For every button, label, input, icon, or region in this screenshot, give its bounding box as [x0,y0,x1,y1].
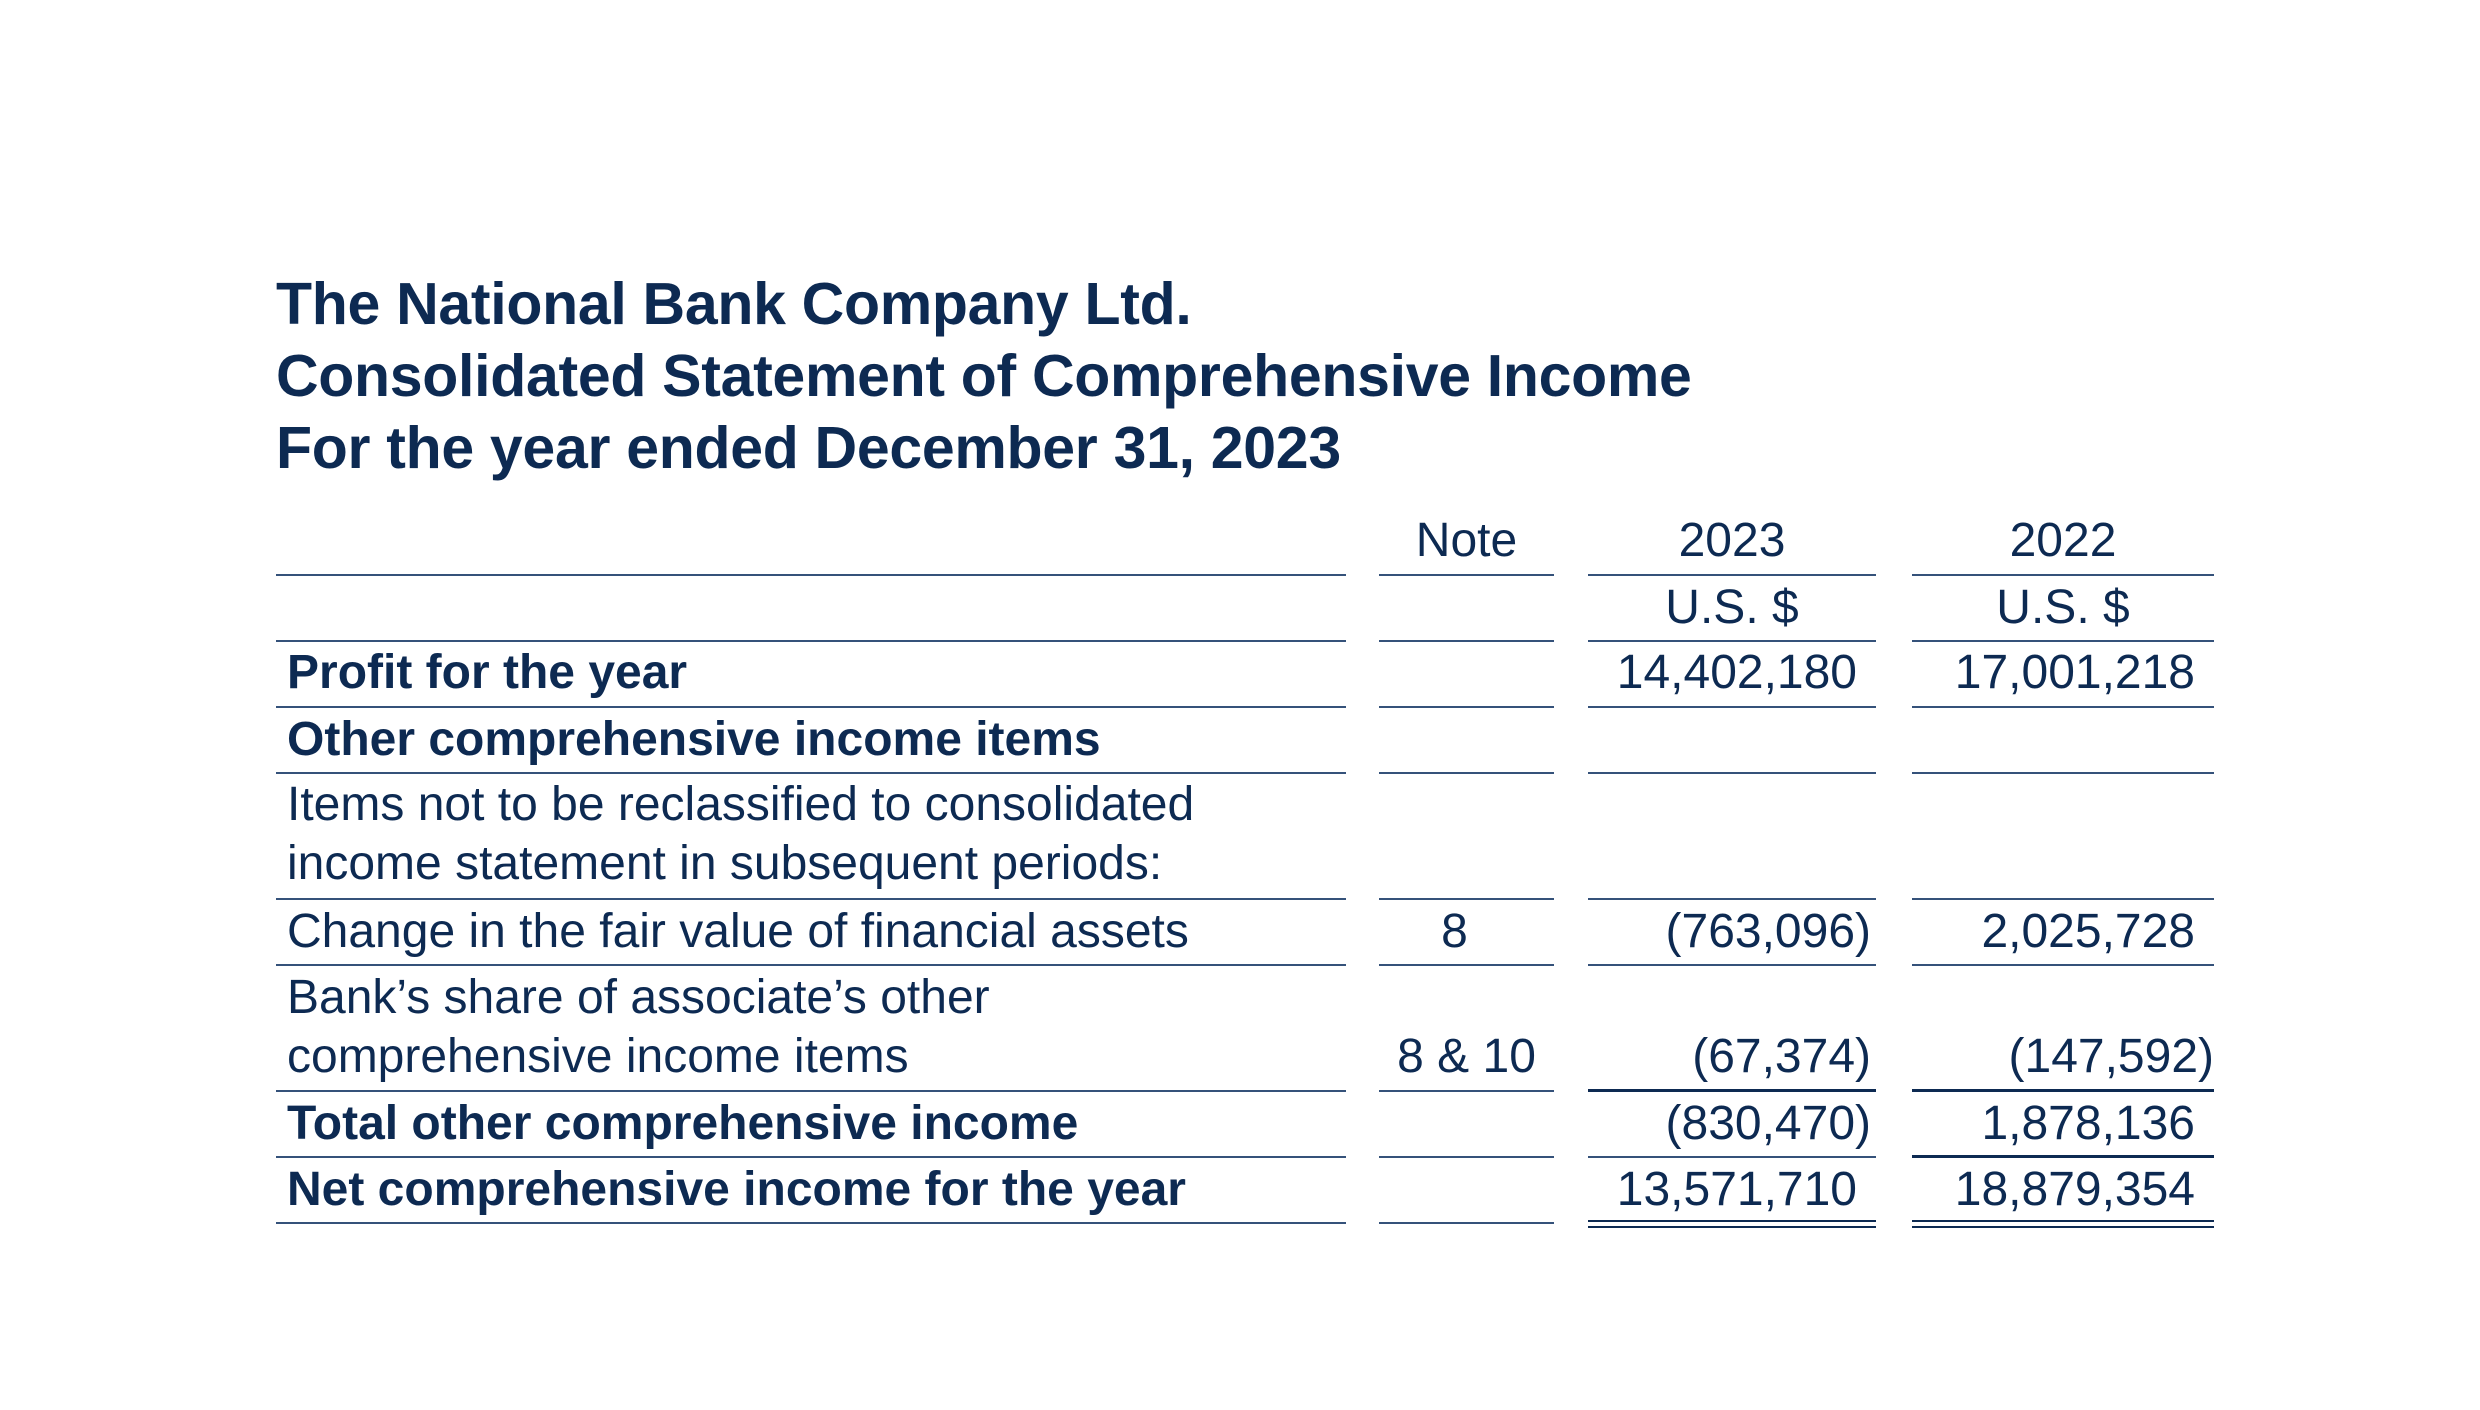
statement-name: Consolidated Statement of Comprehensive Income [276,343,1692,409]
row-label-fair-value-change: Change in the fair value of financial assets [287,905,1189,958]
row-divider [1379,574,1554,576]
row-divider [1379,706,1554,708]
row-label-not-reclassified-line2: income statement in subsequent periods: [287,837,1163,890]
year-2022-header: 2022 [2009,514,2117,567]
row-divider [1379,640,1554,642]
row-divider [1588,706,1876,708]
value-2022-net-comprehensive-income: 18,879,354 [1954,1163,2195,1216]
row-divider [1912,574,2214,576]
note-fair-value-change: 8 [1441,905,1468,958]
row-divider [276,898,1346,900]
row-label-net-comprehensive-income: Net comprehensive income for the year [287,1163,1186,1216]
row-divider [1379,1156,1554,1158]
row-divider [1588,772,1876,774]
statement-title-block [276,268,2176,484]
row-divider [1912,640,2214,642]
currency-2022-header: U.S. $ [1996,581,2130,634]
value-2023-net-comprehensive-income: 13,571,710 [1616,1163,1857,1216]
subtotal-rule [1912,1155,2214,1158]
note-column-header: Note [1415,514,1518,567]
row-divider [1588,1156,1876,1158]
row-divider [1588,574,1876,576]
row-divider [276,1222,1346,1224]
row-divider [1379,1222,1554,1224]
row-divider [276,964,1346,966]
row-label-total-oci: Total other comprehensive income [287,1097,1079,1150]
currency-2023-header: U.S. $ [1665,581,1799,634]
row-divider [1912,964,2214,966]
row-divider [1379,1090,1554,1092]
row-divider [276,1090,1346,1092]
value-2023-fair-value-change: (763,096) [1665,905,1871,958]
value-2022-associate-share: (147,592) [2008,1030,2214,1083]
value-2023-profit: 14,402,180 [1616,646,1857,699]
subtotal-rule [1912,1089,2214,1092]
row-label-associate-share-line1: Bank’s share of associate’s other [287,971,990,1024]
double-underline-top [1588,1220,1876,1222]
row-label-oci-items: Other comprehensive income items [287,713,1101,766]
row-label-associate-share-line2: comprehensive income items [287,1030,909,1083]
statement-period: For the year ended December 31, 2023 [276,415,1341,481]
row-divider [276,640,1346,642]
year-2023-header: 2023 [1678,514,1786,567]
row-divider [276,706,1346,708]
value-2022-total-oci: 1,878,136 [1981,1097,2195,1150]
company-name: The National Bank Company Ltd. [276,271,1192,337]
row-divider [1379,898,1554,900]
row-divider [1588,640,1876,642]
double-underline-bottom [1588,1226,1876,1228]
value-2022-profit: 17,001,218 [1954,646,2195,699]
subtotal-rule [1588,1089,1876,1092]
row-divider [1588,964,1876,966]
note-associate-share: 8 & 10 [1397,1030,1536,1083]
row-divider [1588,898,1876,900]
row-label-not-reclassified-line1: Items not to be reclassified to consolidated [287,778,1195,831]
row-divider [276,574,1346,576]
row-divider [1379,772,1554,774]
row-divider [1912,772,2214,774]
value-2023-associate-share: (67,374) [1692,1030,1871,1083]
double-underline-bottom [1912,1226,2214,1228]
value-2022-fair-value-change: 2,025,728 [1981,905,2195,958]
row-divider [276,772,1346,774]
row-label-profit: Profit for the year [287,646,688,699]
row-divider [1379,964,1554,966]
value-2023-total-oci: (830,470) [1665,1097,1871,1150]
row-divider [1912,898,2214,900]
double-underline-top [1912,1220,2214,1222]
row-divider [1912,706,2214,708]
row-divider [276,1156,1346,1158]
